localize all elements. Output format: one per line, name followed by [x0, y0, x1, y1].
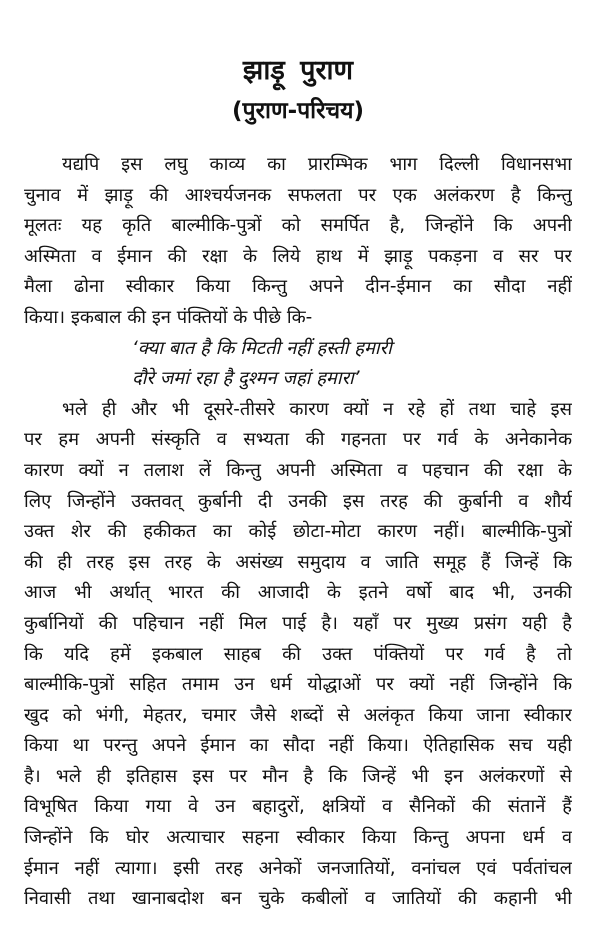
- page-title: झाड़ू पुराण: [242, 55, 354, 86]
- paragraph-line: की ही तरह इस तरह के असंख्य समुदाय व जाति समूह हैं जिन्हें कि: [24, 551, 572, 573]
- paragraph-2: [24, 395, 572, 915]
- paragraph-line: ईमान नहीं त्यागा। इसी तरह अनेकों जनजातियों, वनांचल एवं पर्वतांचल: [24, 857, 572, 879]
- quotation: [24, 334, 572, 395]
- paragraph-line: अस्मिता व ईमान की रक्षा के लिये हाथ में झाड़ू पकड़ना व सर पर: [24, 245, 572, 267]
- paragraph-line: मैला ढोना स्वीकार किया किन्तु अपने दीन-ईमान का सौदा नहीं: [24, 276, 572, 298]
- paragraph-line: यद्यपि इस लघु काव्य का प्रारम्भिक भाग दिल्ली विधानसभा: [62, 154, 572, 175]
- paragraph-line: कारण क्यों न तलाश लें किन्तु अपनी अस्मिता व पहचान की रक्षा के: [24, 459, 572, 481]
- paragraph-line: कि यदि हमें इकबाल साहब की उक्त पंक्तियों पर गर्व है तो: [24, 643, 572, 665]
- paragraph-line: बाल्मीकि-पुत्रों सहित तमाम उन धर्म योद्धाओं पर क्यों नहीं जिन्होंने कि: [24, 674, 572, 696]
- paragraph-line: किया था परन्तु अपने ईमान का सौदा नहीं किया। ऐतिहासिक सच यही: [24, 735, 572, 757]
- paragraph-line: भले ही और भी दूसरे-तीसरे कारण क्यों न रहे हों तथा चाहे इस: [62, 398, 572, 420]
- paragraph-line: कुर्बानियों की पहिचान नहीं मिल पाई है। यहाँ पर मुख्य प्रसंग यही है: [24, 612, 572, 634]
- quote-line: ‘क्या बात है कि मिटती नहीं हस्ती हमारी: [132, 337, 392, 359]
- paragraph-line: चुनाव में झाड़ू की आश्चर्यजनक सफलता पर एक अलंकरण है किन्तु: [24, 184, 572, 206]
- paragraph-line: उक्त शेर की हकीकत का कोई छोटा-मोटा कारण नहीं। बाल्मीकि-पुत्रों: [24, 521, 572, 543]
- paragraph-line: जिन्होंने कि घोर अत्याचार सहना स्वीकार किया किन्तु अपना धर्म व: [24, 827, 572, 849]
- paragraph-line: आज भी अर्थात् भारत की आजादी के इतने वर्षो बाद भी, उनकी: [24, 582, 572, 604]
- paragraph-line: है। भले ही इतिहास इस पर मौन है कि जिन्हें भी इन अलंकरणों से: [24, 765, 572, 787]
- paragraph-line: विभूषित किया गया वे उन बहादुरों, क्षत्रियों व सैनिकों की संतानें हैं: [24, 796, 572, 818]
- page-subtitle: (पुराण-परिचय): [232, 98, 364, 124]
- paragraph-line: खुद को भंगी, मेहतर, चमार जैसे शब्दों से अलंकृत किया जाना स्वीकार: [24, 704, 572, 726]
- paragraph-line: मूलतः यह कृति बाल्मीकि-पुत्रों को समर्पित है, जिन्होंने कि अपनी: [24, 215, 572, 237]
- paragraph-line: निवासी तथा खानाबदोश बन चुके कबीलों व जातियों की कहानी भी: [24, 888, 572, 910]
- paragraph-line: किया। इकबाल की इन पंक्तियों के पीछे कि-: [24, 306, 313, 328]
- paragraph-line: लिए जिन्होंने उक्तवत् कुर्बानी दी उनकी इस तरह की कुर्बानी व शौर्य: [24, 490, 572, 512]
- quote-line: दौरे जमां रहा है दुश्मन जहां हमारा’: [132, 368, 360, 390]
- paragraph-line: पर हम अपनी संस्कृति व सभ्यता की गहनता पर गर्व के अनेकानेक: [24, 429, 572, 451]
- paragraph-1: [24, 150, 572, 334]
